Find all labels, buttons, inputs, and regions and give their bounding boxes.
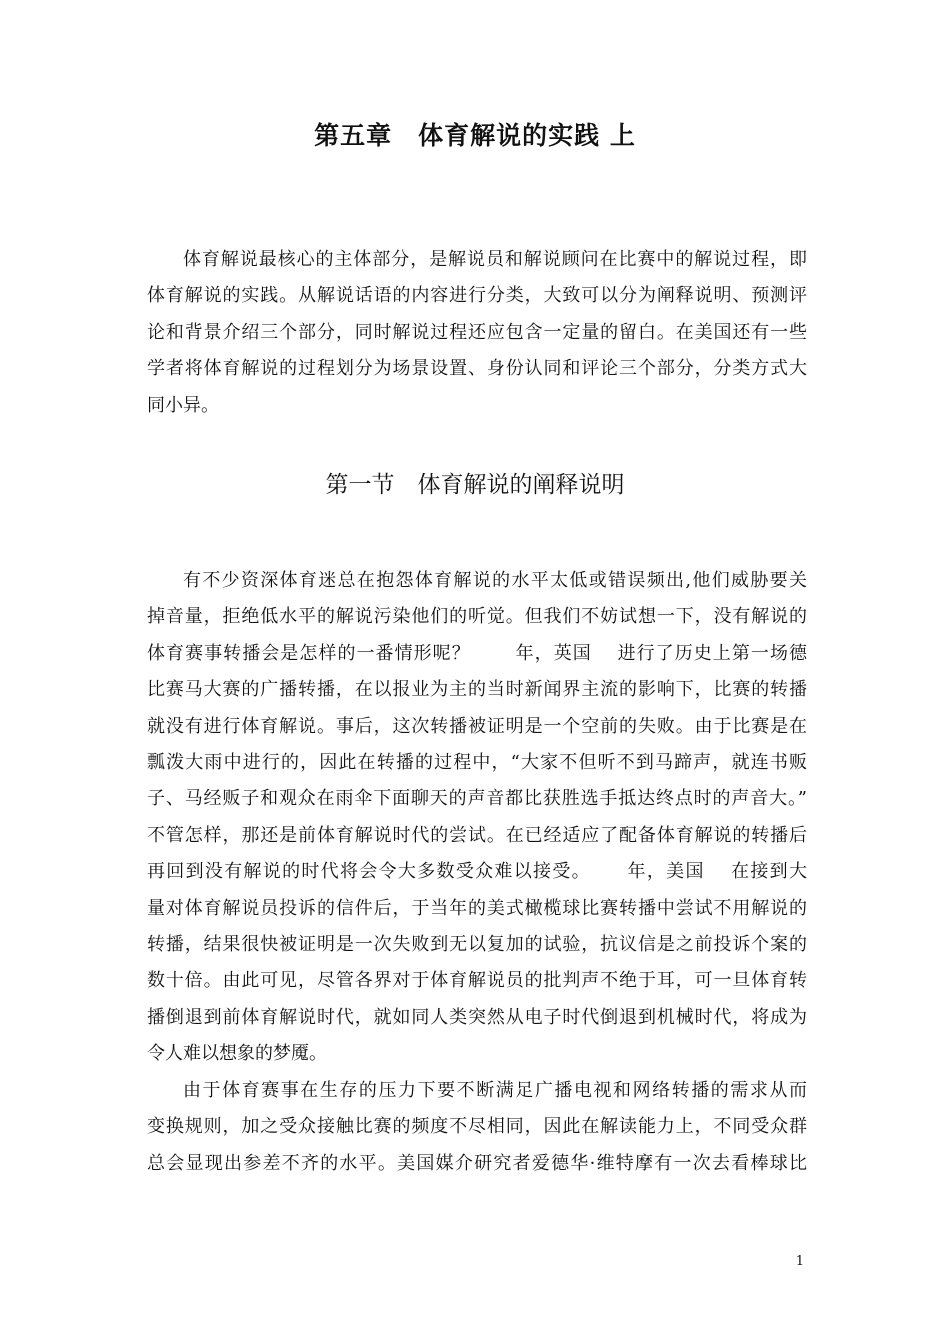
body-paragraph-1 [147, 563, 807, 1072]
paragraph-line: 由于体育赛事在生存的压力下要不断满足广播电视和网络转播的需求从而 [183, 1080, 807, 1101]
paragraph-line: 论和背景介绍三个部分，同时解说过程还应包含一定量的留白。在美国还有一些 [147, 321, 807, 343]
paragraph-line: 掉音量，拒绝低水平的解说污染他们的听觉。但我们不妨试想一下，没有解说的 [147, 606, 807, 628]
body-paragraph-2 [147, 1073, 807, 1182]
intro-paragraph [147, 242, 807, 424]
paragraph-line: 令人难以想象的梦魇。 [147, 1043, 327, 1065]
paragraph-line: 数十倍。由此可见，尽管各界对于体育解说员的批判声不绝于耳，可一旦体育转 [147, 970, 807, 992]
paragraph-line: 学者将体育解说的过程划分为场景设置、身份认同和评论三个部分，分类方式大 [147, 358, 807, 380]
paragraph-line: 再回到没有解说的时代将会令大多数受众难以接受。 年，美国 在接到大 [147, 861, 807, 883]
page-number: 1 [795, 1254, 804, 1269]
paragraph-line: 变换规则，加之受众接触比赛的频度不尽相同，因此在解读能力上，不同受众群 [147, 1116, 807, 1138]
paragraph-line: 同小异。 [147, 394, 219, 416]
paragraph-line: 不管怎样，那还是前体育解说时代的尝试。在已经适应了配备体育解说的转播后 [147, 824, 807, 846]
paragraph-line: 转播，结果很快被证明是一次失败到无以复加的试验，抗议信是之前投诉个案的 [147, 933, 807, 955]
paragraph-line: 量对体育解说员投诉的信件后，于当年的美式橄榄球比赛转播中尝试不用解说的 [147, 897, 807, 919]
paragraph-line: 总会显现出参差不齐的水平。美国媒介研究者爱德华·维特摩有一次去看棒球比 [147, 1152, 807, 1174]
paragraph-line: 子、马经贩子和观众在雨伞下面聊天的声音都比获胜选手抵达终点时的声音大。” [147, 788, 807, 810]
paragraph-line: 体育解说最核心的主体部分，是解说员和解说顾问在比赛中的解说过程，即 [183, 249, 807, 270]
paragraph-line: 瓢泼大雨中进行的，因此在转播的过程中，“大家不但听不到马蹄声，就连书贩 [147, 751, 807, 773]
paragraph-line: 体育赛事转播会是怎样的一番情形呢？ 年，英国 进行了历史上第一场德 [147, 642, 807, 664]
paragraph-line: 体育解说的实践。从解说话语的内容进行分类，大致可以分为阐释说明、预测评 [147, 285, 807, 307]
paragraph-line: 比赛马大赛的广播转播，在以报业为主的当时新闻界主流的影响下，比赛的转播 [147, 679, 807, 701]
chapter-title: 第五章 体育解说的实践 上 [314, 121, 636, 150]
paragraph-line: 播倒退到前体育解说时代，就如同人类突然从电子时代倒退到机械时代，将成为 [147, 1006, 807, 1028]
paragraph-line: 有不少资深体育迷总在抱怨体育解说的水平太低或错误频出,他们威胁要关 [183, 570, 807, 591]
section-title: 第一节 体育解说的阐释说明 [325, 472, 625, 498]
paragraph-line: 就没有进行体育解说。事后，这次转播被证明是一个空前的失败。由于比赛是在 [147, 715, 807, 737]
